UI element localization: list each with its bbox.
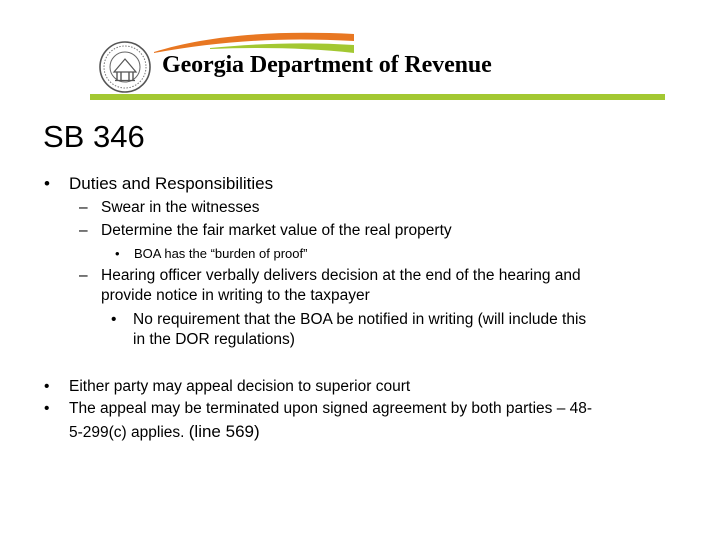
- organization-name: Georgia Department of Revenue: [162, 52, 492, 78]
- slide-title: SB 346: [43, 119, 145, 154]
- dash-marker: –: [79, 199, 88, 216]
- bullet-marker: •: [44, 174, 50, 193]
- sub-sub-bullet-text: No requirement that the BOA be notified in writing (will include this: [133, 311, 587, 328]
- dash-marker: –: [79, 267, 88, 284]
- bullet-text: Either party may appeal decision to superior court: [69, 378, 411, 395]
- bullet-marker: •: [44, 400, 50, 417]
- sub-sub-bullet-text: in the DOR regulations): [133, 331, 295, 348]
- sub-bullet-text: Swear in the witnesses: [101, 199, 260, 216]
- sub-bullet-text: provide notice in writing to the taxpayer: [101, 287, 370, 304]
- line-reference: (line 569): [188, 422, 260, 441]
- bullet-marker: •: [115, 246, 120, 261]
- bullet-marker: •: [111, 311, 117, 328]
- bullet-text: [69, 422, 260, 442]
- dash-marker: –: [79, 222, 88, 239]
- bullet-text: The appeal may be terminated upon signed agreement by both parties – 48-: [69, 400, 593, 417]
- georgia-state-seal-icon: [98, 40, 152, 94]
- sub-bullet-text: Determine the fair market value of the real property: [101, 222, 452, 239]
- bullet-marker: •: [44, 378, 50, 395]
- bullet-text: Duties and Responsibilities: [69, 174, 274, 193]
- sub-bullet-text: Hearing officer verbally delivers decision at the end of the hearing and: [101, 267, 581, 284]
- bullet-text-line: 5-299(c) applies.: [69, 424, 185, 441]
- sub-sub-bullet-text: BOA has the “burden of proof”: [134, 246, 308, 261]
- header-rule: [90, 94, 665, 100]
